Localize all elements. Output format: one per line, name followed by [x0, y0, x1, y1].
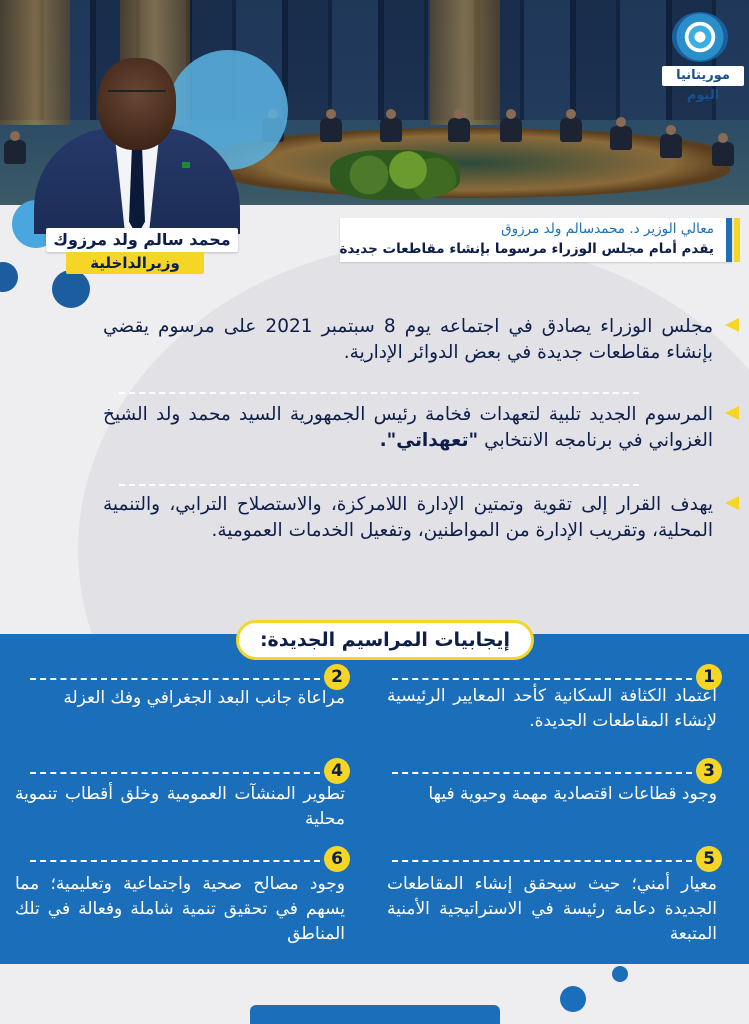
decor-circle [52, 270, 90, 308]
item-number: 6 [324, 846, 350, 872]
benefit-item: تطوير المنشآت العمومية وخلق أقطاب تنموية محلية [15, 784, 345, 829]
bullet-highlight: "تعهداتي". [379, 430, 479, 451]
benefits-title: إيجابيات المراسيم الجديدة: [236, 620, 534, 660]
attendee [500, 118, 522, 142]
bullet-text: يهدف القرار إلى تقوية وتمتين الإدارة اللامركزة، والاستصلاح الترابي، والتنمية المحلية، وتقريب الإدارة من المواطنين، وتفعيل الخدمات العمومية. [103, 494, 713, 541]
subtitle-accent-bar [734, 218, 740, 262]
benefit-item: وجود قطاعات اقتصادية مهمة وحيوية فيها [428, 784, 717, 804]
bullet-arrow-icon [725, 318, 739, 332]
dashed-line [392, 860, 692, 862]
logo-text: موريتانيا اليوم [662, 66, 744, 86]
item-number: 4 [324, 758, 350, 784]
attendee [380, 118, 402, 142]
flag-pin-icon [182, 162, 190, 168]
bullet-item [103, 402, 713, 454]
minister-portrait [22, 58, 248, 234]
bottom-tab [250, 1005, 500, 1024]
attendee [712, 142, 734, 166]
decor-circle [0, 262, 18, 292]
item-number: 1 [696, 664, 722, 690]
bullet-arrow-icon [725, 406, 739, 420]
meeting-table [210, 128, 730, 198]
curtain-right [430, 0, 500, 125]
attendee [448, 118, 470, 142]
subtitle-box [340, 218, 732, 262]
decor-circle [560, 986, 586, 1012]
dashed-line [30, 860, 320, 862]
attendee [560, 118, 582, 142]
dashed-line [392, 678, 692, 680]
bullet-arrow-icon [725, 496, 739, 510]
benefit-item: معيار أمني؛ حيث سيحقق إنشاء المقاطعات الجديدة دعامة رئيسة في الاستراتيجية الأمنية المتبعة [387, 874, 717, 944]
decor-circle [612, 966, 628, 982]
item-number: 2 [324, 664, 350, 690]
dashed-line [30, 772, 320, 774]
bullet-item [103, 492, 713, 544]
dashed-line [392, 772, 692, 774]
head [98, 58, 176, 150]
minister-role: وزيرالداخلية [66, 252, 204, 274]
dashed-line [30, 678, 320, 680]
bullet-item [103, 314, 713, 366]
attendee [660, 134, 682, 158]
eye-logo-icon [672, 12, 728, 62]
dashed-separator [119, 484, 639, 486]
table-plants [330, 150, 460, 200]
bullet-text: المرسوم الجديد تلبية لتعهدات فخامة رئيس الجمهورية السيد محمد ولد الشيخ الغزواني في برنامجه الانتخابي [103, 404, 713, 451]
subtitle-line-2: يقدم أمام مجلس الوزراء مرسوما بإنشاء مقاطعات جديدة [339, 241, 714, 257]
site-logo[interactable] [662, 8, 744, 103]
dashed-separator [119, 392, 639, 394]
benefit-item: اعتماد الكثافة السكانية كأحد المعايير الرئيسية لإنشاء المقاطعات الجديدة. [387, 686, 717, 731]
attendee [610, 126, 632, 150]
item-number: 3 [696, 758, 722, 784]
benefit-item: مراعاة جانب البعد الجغرافي وفك العزلة [63, 688, 345, 708]
attendee [320, 118, 342, 142]
bullet-text: مجلس الوزراء يصادق في اجتماعه يوم 8 سبتمبر 2021 على مرسوم يقضي بإنشاء مقاطعات جديدة في بعض الدوائر الإدارية. [103, 316, 713, 363]
benefit-item: وجود مصالح صحية واجتماعية وتعليمية؛ مما يسهم في تحقيق تنمية شاملة وفعالة في تلك المناطق [15, 874, 345, 944]
subtitle-line-1: معالي الوزير د. محمدسالم ولد مرزوق [501, 221, 714, 237]
item-number: 5 [696, 846, 722, 872]
minister-name: محمد سالم ولد مرزوك [46, 228, 238, 252]
glasses [108, 90, 166, 104]
